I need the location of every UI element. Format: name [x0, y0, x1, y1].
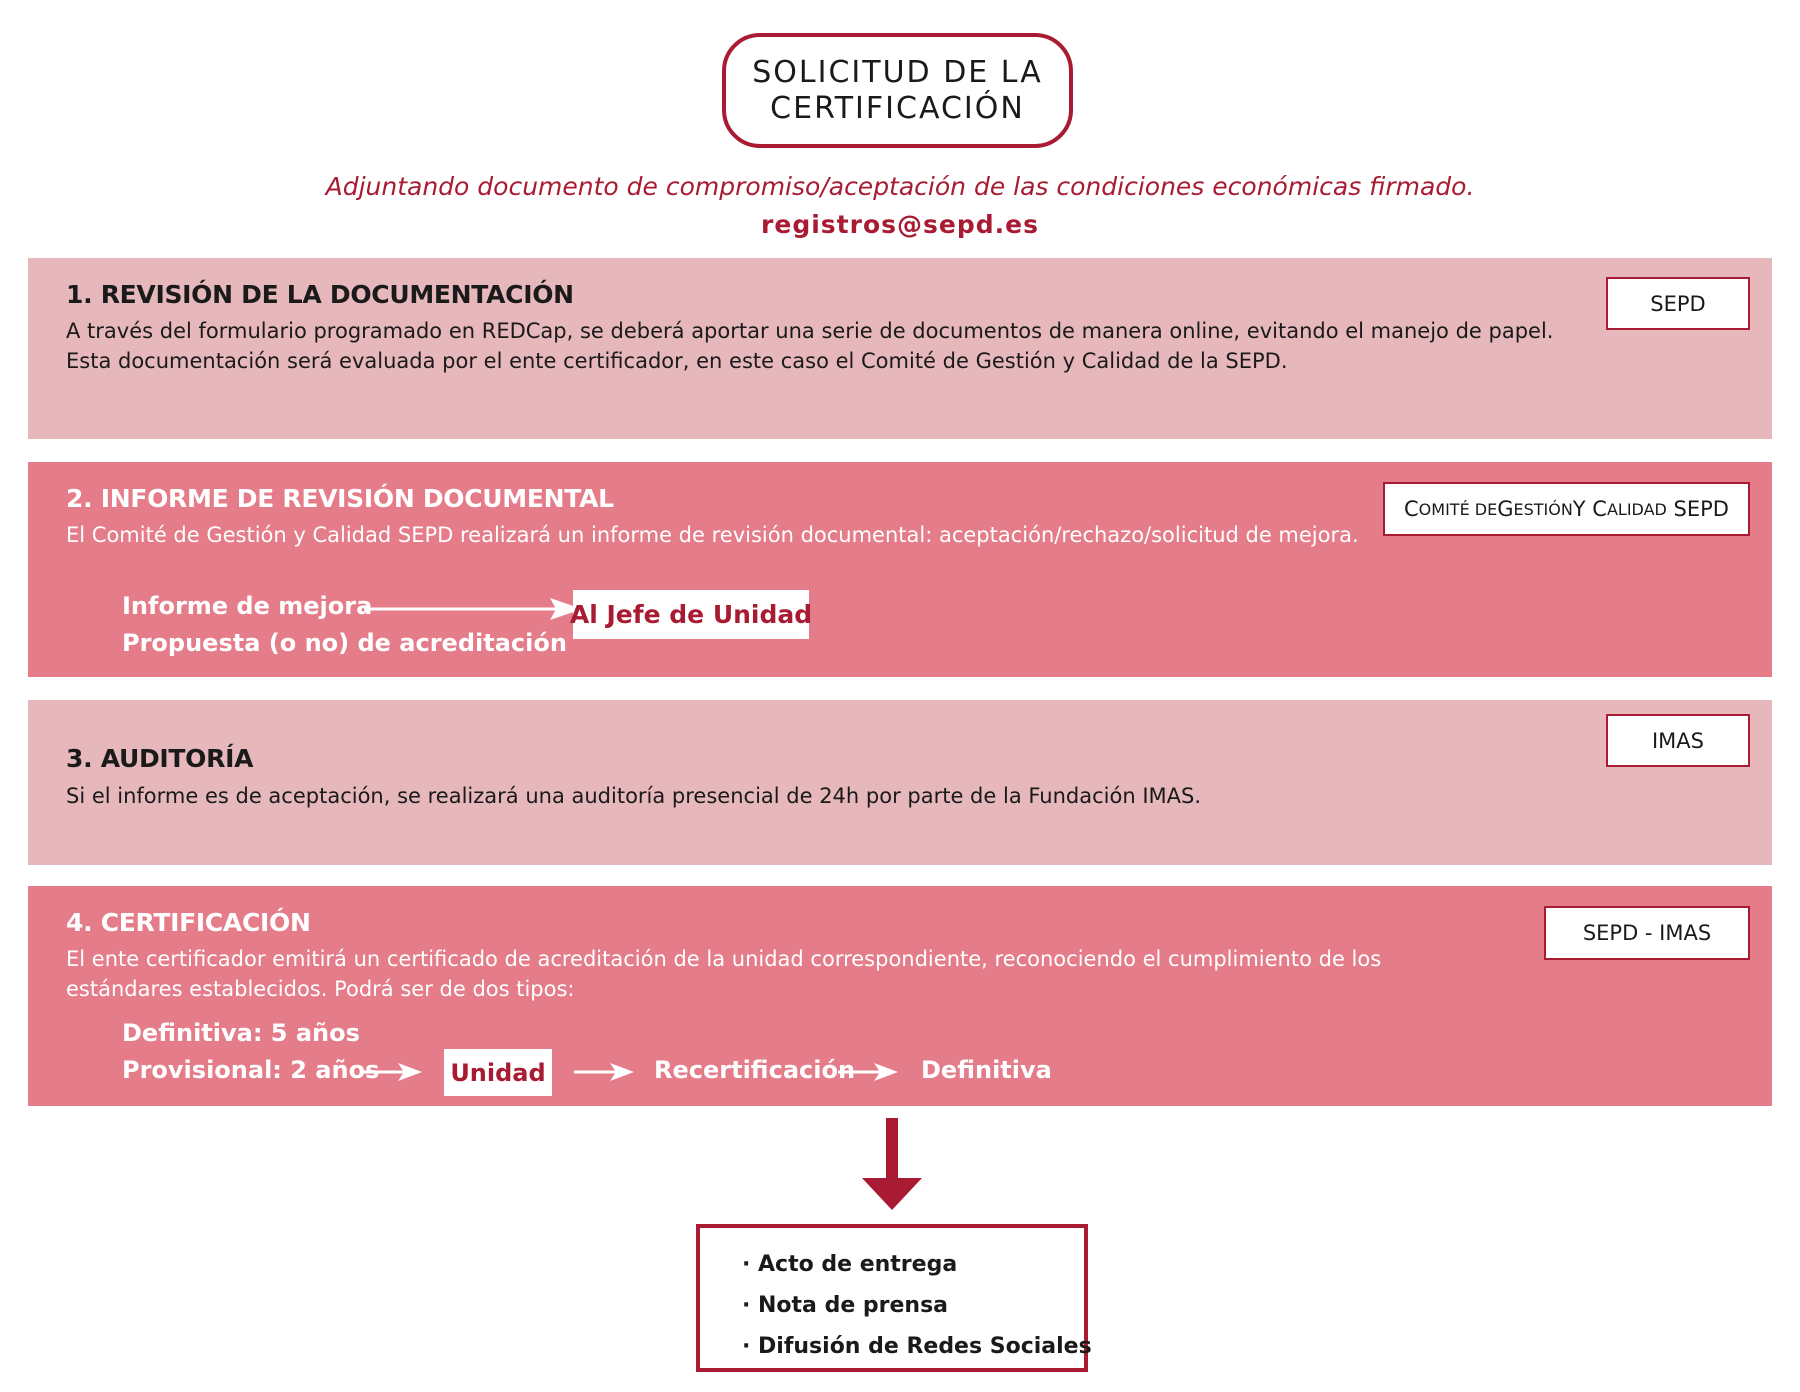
section-text — [66, 316, 1586, 376]
outcomes-box — [696, 1224, 1092, 1372]
section-text-line: Esta documentación será evaluada por el ente certificador, en este caso el Comité de Gestión y Calidad de la SEPD. — [66, 349, 1288, 373]
subtitle: Adjuntando documento de compromiso/aceptación de las condiciones económicas firmado. — [325, 172, 1475, 201]
section-text: Si el informe es de aceptación, se realizará una auditoría presencial de 24h por parte de la Fundación IMAS. — [66, 784, 1202, 808]
provisional-label: Provisional: 2 años — [122, 1056, 380, 1084]
responsible-tag: IMAS — [1606, 714, 1750, 767]
section-text: El ente certificador emitirá un certificado de acreditación de la unidad correspondiente, reconociendo el cumplimiento de los estándares establecidos. Podrá ser de dos tipos: — [66, 947, 1382, 1001]
section-text: El Comité de Gestión y Calidad SEPD realizará un informe de revisión documental: aceptación/rechazo/solicitud de mejora. — [66, 523, 1359, 547]
section-title: 2. INFORME DE REVISIÓN DOCUMENTAL — [66, 484, 614, 513]
section-certificacion — [28, 886, 1772, 1106]
title-pill — [722, 33, 1073, 148]
section-title: 1. REVISIÓN DE LA DOCUMENTACIÓN — [66, 280, 574, 309]
responsible-tag: SEPD - IMAS — [1544, 906, 1750, 960]
outcome-item: · Nota de prensa — [742, 1293, 949, 1318]
informe-item: Informe de mejora — [122, 592, 373, 620]
arrow-down-icon — [860, 1118, 924, 1212]
title-line1: SOLICITUD DE LA — [752, 54, 1043, 90]
section-title: 3. AUDITORÍA — [66, 744, 254, 773]
unidad-box: Unidad — [444, 1049, 552, 1096]
recert-label: Recertificación — [654, 1056, 856, 1084]
definitive-label: Definitiva: 5 años — [122, 1019, 360, 1047]
outcome-item: · Acto de entrega — [742, 1252, 958, 1277]
responsible-tag: C OMITÉ DE G ESTIÓN Y C ALIDAD SEPD — [1383, 482, 1750, 536]
informe-item: Propuesta (o no) de acreditación — [122, 629, 567, 657]
email-address: registros@sepd.es — [761, 210, 1039, 239]
section-title: 4. CERTIFICACIÓN — [66, 908, 311, 937]
target-box: Al Jefe de Unidad — [573, 590, 809, 639]
section-informe — [28, 462, 1772, 677]
arrow-right-icon — [360, 594, 584, 624]
arrow-right-icon — [572, 1059, 636, 1085]
arrow-right-icon — [836, 1059, 900, 1085]
arrow-right-icon — [360, 1059, 424, 1085]
section-auditoria — [28, 700, 1772, 865]
responsible-tag: SEPD — [1606, 277, 1750, 330]
definitiva-label: Definitiva — [921, 1056, 1052, 1084]
title-line2: CERTIFICACIÓN — [770, 90, 1025, 126]
outcome-item: · Difusión de Redes Sociales — [742, 1334, 1092, 1359]
section-revision — [28, 258, 1772, 439]
section-text-line: A través del formulario programado en REDCap, se deberá aportar una serie de documentos de manera online, evitando el manejo de papel. — [66, 319, 1554, 343]
